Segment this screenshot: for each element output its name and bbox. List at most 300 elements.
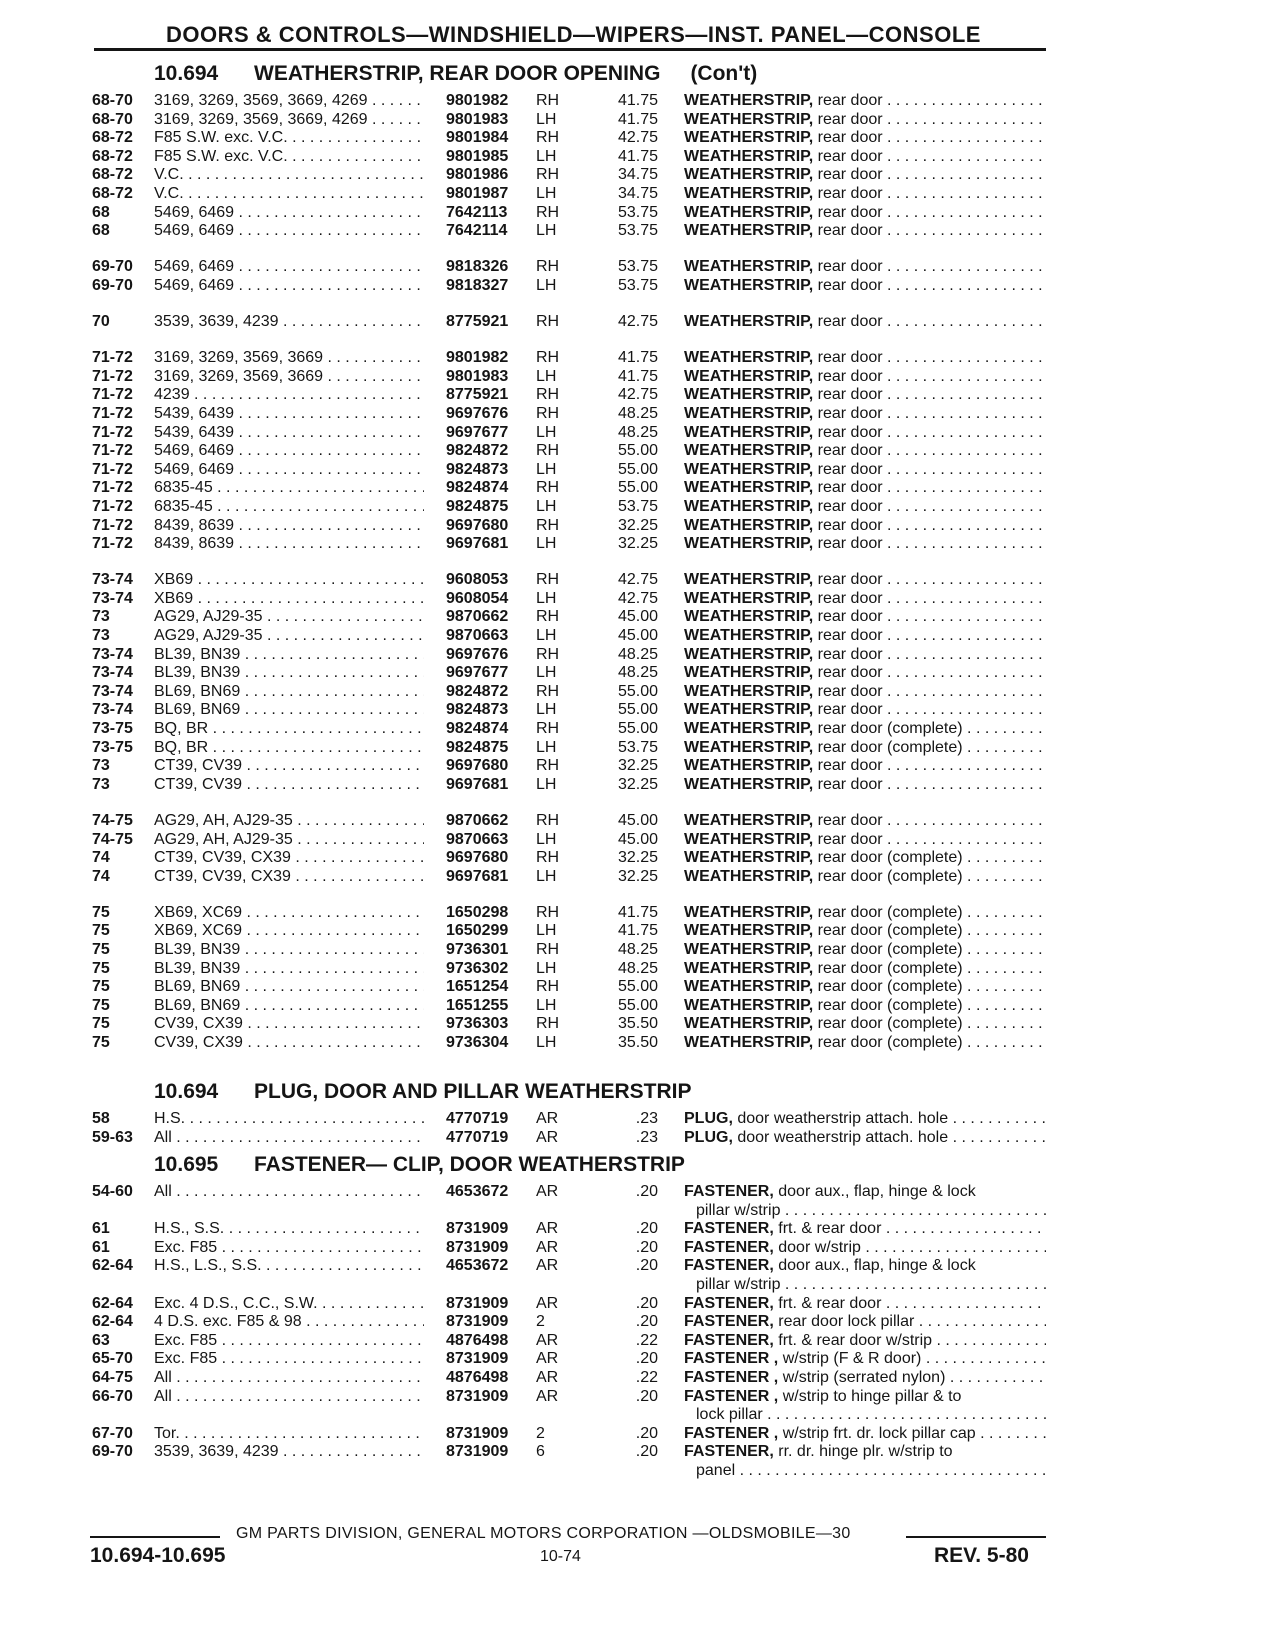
model-codes: All . . . (154, 1183, 424, 1200)
quantity: RH (536, 386, 560, 404)
model-codes: BQ, BR . . . (154, 739, 424, 756)
price: 32.25 (617, 535, 658, 553)
quantity: LH (536, 535, 557, 553)
model-year: 68 (92, 222, 110, 240)
price: 55.00 (617, 460, 658, 478)
model-codes: Exc. 4 D.S., C.C., S.W. . . . (154, 1295, 424, 1312)
description-cell (684, 940, 1046, 959)
part-number: 4876498 (446, 1331, 509, 1349)
model-year: 62-64 (92, 1294, 133, 1312)
price: 42.75 (617, 571, 658, 589)
model-codes: 3539, 3639, 4239 . . . (154, 1443, 424, 1460)
quantity: RH (536, 757, 560, 775)
part-number: 9697681 (446, 535, 509, 553)
description-cell (684, 497, 1046, 516)
price: 32.25 (617, 516, 658, 534)
part-number: 1650298 (446, 903, 509, 921)
part-number: 9818327 (446, 276, 509, 294)
part-name: WEATHERSTRIP, (684, 92, 814, 109)
model-codes: 5469, 6469 . . . (154, 222, 424, 239)
model-year: 75 (92, 959, 110, 977)
model-year: 73-74 (92, 645, 133, 663)
footer-section-range: 10.694-10.695 (90, 1544, 226, 1567)
price: .20 (635, 1350, 658, 1368)
part-description: w/strip (F & R door) . . . (783, 1350, 1046, 1367)
part-number: 7642114 (446, 222, 508, 240)
part-description: frt. & rear door w/strip . . . (778, 1332, 1046, 1349)
description-cell (684, 348, 1046, 367)
part-description: rear door (complete) . . . (818, 941, 1046, 958)
model-codes: H.S., S.S. . . . (154, 1220, 424, 1237)
part-name: WEATHERSTRIP, (684, 608, 814, 626)
model-cell (154, 570, 424, 589)
quantity: AR (536, 1128, 559, 1146)
description-cell (684, 165, 1046, 184)
part-name: WEATHERSTRIP, (684, 349, 814, 367)
model-codes: AG29, AH, AJ29-35 . . . (154, 831, 424, 848)
part-name: WEATHERSTRIP, (684, 959, 814, 977)
model-year: 71-72 (92, 479, 133, 497)
model-cell (154, 203, 424, 222)
model-year: 62-64 (92, 1257, 133, 1275)
model-year: 69-70 (92, 1443, 133, 1461)
part-number: 9697680 (446, 757, 509, 775)
quantity: AR (536, 1331, 559, 1349)
quantity: 6 (536, 1443, 545, 1461)
quantity: RH (536, 849, 560, 867)
part-number: 9608054 (446, 589, 509, 607)
price: 48.25 (617, 664, 658, 682)
description-continuation-cell (696, 1461, 1046, 1480)
model-cell (154, 903, 424, 922)
model-cell (154, 867, 424, 886)
part-number: 9697681 (446, 867, 509, 885)
model-cell (154, 921, 424, 940)
model-year: 68-72 (92, 166, 133, 184)
model-year: 73-74 (92, 701, 133, 719)
description-cell (684, 110, 1046, 129)
description-cell (684, 682, 1046, 701)
model-cell (154, 663, 424, 682)
part-name: FASTENER, (684, 1257, 774, 1275)
part-name: WEATHERSTRIP, (684, 516, 814, 534)
model-codes: V.C. . . . (154, 166, 424, 183)
model-year: 74 (92, 867, 110, 885)
model-cell (154, 756, 424, 775)
footer-rule-left (90, 1536, 220, 1538)
quantity: RH (536, 608, 560, 626)
section-title: WEATHERSTRIP, REAR DOOR OPENING (254, 62, 661, 85)
description-cell (684, 700, 1046, 719)
quantity: RH (536, 313, 560, 330)
part-name: WEATHERSTRIP, (684, 996, 814, 1014)
model-codes: 3169, 3269, 3569, 3669, 4269 . . . (154, 92, 424, 109)
part-number: 9824872 (446, 442, 509, 460)
part-description: rear door . . . (818, 258, 1046, 275)
description-cell (684, 203, 1046, 222)
price: 53.75 (617, 738, 658, 756)
part-description: w/strip (serrated nylon) . . . (783, 1369, 1046, 1386)
price: 55.00 (617, 996, 658, 1014)
part-name: WEATHERSTRIP, (684, 129, 814, 147)
description-cell (684, 848, 1046, 867)
description-cell (684, 1033, 1046, 1052)
part-number: 9736302 (446, 959, 509, 977)
description-cell (684, 385, 1046, 404)
model-cell (154, 385, 424, 404)
quantity: AR (536, 1294, 559, 1312)
description-cell (684, 257, 1046, 276)
model-year: 73-75 (92, 720, 133, 737)
part-number: 9736304 (446, 1034, 509, 1051)
model-codes: XB69, XC69 . . . (154, 904, 424, 921)
model-year: 59-63 (92, 1128, 133, 1146)
model-codes: CT39, CV39 . . . (154, 776, 424, 793)
part-description-continued: pillar w/strip . . . (696, 1276, 1046, 1293)
model-year: 71-72 (92, 349, 133, 367)
part-number: 9697681 (446, 775, 509, 793)
model-year: 73-74 (92, 589, 133, 607)
price: 34.75 (617, 166, 658, 184)
price: .20 (635, 1257, 658, 1275)
part-number: 8731909 (446, 1313, 509, 1331)
part-name: WEATHERSTRIP, (684, 386, 814, 404)
quantity: AR (536, 1350, 559, 1368)
description-cell (684, 1182, 1046, 1201)
model-year: 75 (92, 922, 110, 940)
model-year: 65-70 (92, 1350, 133, 1368)
price: 53.75 (617, 258, 658, 276)
model-codes: XB69, XC69 . . . (154, 922, 424, 939)
part-number: 9697677 (446, 664, 509, 682)
model-cell (154, 404, 424, 423)
description-cell (684, 221, 1046, 240)
model-cell (154, 276, 424, 295)
part-number: 9824874 (446, 479, 509, 497)
price: 34.75 (617, 185, 658, 202)
description-continuation-cell (696, 1275, 1046, 1294)
model-year: 70 (92, 313, 110, 330)
part-number: 7642113 (446, 203, 508, 221)
part-number: 4653672 (446, 1183, 509, 1200)
description-cell (684, 811, 1046, 830)
price: 35.50 (617, 1015, 658, 1033)
description-cell (684, 738, 1046, 757)
model-cell (154, 1238, 424, 1257)
quantity: LH (536, 460, 557, 478)
part-description: rear door (complete) . . . (818, 978, 1046, 995)
model-codes: 8439, 8639 . . . (154, 517, 424, 534)
quantity: AR (536, 1220, 559, 1238)
quantity: RH (536, 571, 560, 589)
model-cell (154, 940, 424, 959)
model-year: 73-75 (92, 738, 133, 756)
model-codes: H.S. . . . (154, 1110, 424, 1127)
model-cell (154, 589, 424, 608)
quantity: LH (536, 589, 557, 607)
quantity: RH (536, 1015, 560, 1033)
model-year: 71-72 (92, 535, 133, 553)
part-name: WEATHERSTRIP, (684, 757, 814, 775)
description-cell (684, 867, 1046, 886)
quantity: RH (536, 479, 560, 497)
quantity: 2 (536, 1313, 545, 1331)
description-cell (684, 626, 1046, 645)
model-cell (154, 348, 424, 367)
model-codes: 5439, 6439 . . . (154, 405, 424, 422)
model-year: 71-72 (92, 423, 133, 441)
model-codes: 3169, 3269, 3569, 3669 . . . (154, 349, 424, 366)
quantity: LH (536, 830, 557, 848)
quantity: RH (536, 516, 560, 534)
part-description: rear door . . . (818, 368, 1046, 385)
quantity: RH (536, 166, 560, 184)
model-cell (154, 1219, 424, 1238)
model-cell (154, 1033, 424, 1052)
model-year: 73-74 (92, 682, 133, 700)
quantity: LH (536, 222, 557, 240)
part-number: 1651254 (446, 978, 509, 996)
price: 55.00 (617, 479, 658, 497)
quantity: AR (536, 1257, 559, 1275)
description-cell (684, 147, 1046, 166)
model-year: 74-75 (92, 811, 133, 829)
footer-rule-right (906, 1536, 1046, 1538)
description-cell (684, 570, 1046, 589)
part-number: 9870663 (446, 627, 509, 644)
description-cell (684, 1368, 1046, 1387)
model-cell (154, 1014, 424, 1033)
model-cell (154, 91, 424, 110)
description-cell (684, 903, 1046, 922)
model-codes: 4239 . . . (154, 386, 424, 403)
price: 48.25 (617, 404, 658, 422)
model-year: 69-70 (92, 276, 133, 294)
model-codes: 6835-45 . . . (154, 498, 424, 515)
part-description: rear door . . . (818, 92, 1046, 109)
quantity: RH (536, 203, 560, 221)
part-number: 1651255 (446, 996, 509, 1014)
part-name: PLUG, (684, 1110, 733, 1127)
model-codes: 5469, 6469 . . . (154, 442, 424, 459)
part-description: frt. & rear door . . . (778, 1220, 1046, 1237)
model-year: 64-75 (92, 1369, 133, 1386)
part-number: 9818326 (446, 258, 509, 276)
description-cell (684, 1128, 1046, 1147)
part-description: rear door . . . (818, 442, 1046, 459)
quantity: LH (536, 959, 557, 977)
part-number: 9824875 (446, 497, 509, 515)
model-year: 58 (92, 1110, 110, 1127)
part-name: FASTENER, (684, 1443, 774, 1461)
part-description: rear door . . . (818, 535, 1046, 552)
description-cell (684, 1014, 1046, 1033)
price: 41.75 (617, 147, 658, 165)
part-number: 8731909 (446, 1220, 509, 1238)
price: .20 (635, 1443, 658, 1461)
model-year: 73-74 (92, 664, 133, 682)
part-name: FASTENER, (684, 1331, 774, 1349)
model-cell (154, 497, 424, 516)
model-year: 71-72 (92, 460, 133, 478)
description-cell (684, 1387, 1046, 1406)
part-name: WEATHERSTRIP, (684, 367, 814, 385)
description-cell (684, 460, 1046, 479)
part-name: WEATHERSTRIP, (684, 589, 814, 607)
model-cell (154, 1312, 424, 1331)
part-description: rear door . . . (818, 627, 1046, 644)
quantity: LH (536, 664, 557, 682)
part-description: w/strip to hinge pillar & to (782, 1387, 962, 1405)
part-description: rear door . . . (818, 608, 1046, 625)
footer-publisher: GM PARTS DIVISION, GENERAL MOTORS CORPORATION —OLDSMOBILE—30 (236, 1525, 851, 1542)
model-cell (154, 811, 424, 830)
part-number: 4770719 (446, 1110, 509, 1127)
part-name: WEATHERSTRIP, (684, 497, 814, 515)
part-description: rear door (complete) . . . (818, 1034, 1046, 1051)
part-number: 9824872 (446, 682, 509, 700)
price: .20 (635, 1424, 658, 1442)
model-cell (154, 775, 424, 794)
model-codes: Tor. . . . (154, 1425, 424, 1442)
price: .22 (635, 1331, 658, 1349)
price: 55.00 (617, 720, 658, 737)
quantity: LH (536, 276, 557, 294)
quantity: RH (536, 404, 560, 422)
model-cell (154, 147, 424, 166)
part-description: rear door . . . (818, 571, 1046, 588)
part-name: PLUG, (684, 1128, 733, 1146)
description-cell (684, 1256, 1046, 1275)
price: .20 (635, 1220, 658, 1238)
part-name: WEATHERSTRIP, (684, 849, 814, 867)
part-name: WEATHERSTRIP, (684, 701, 814, 719)
part-description-continued: panel . . . (696, 1462, 1046, 1479)
part-description: door weatherstrip attach. hole . . . (737, 1129, 1046, 1146)
description-cell (684, 1219, 1046, 1238)
description-cell (684, 184, 1046, 203)
part-number: 8731909 (446, 1238, 509, 1256)
model-year: 68-70 (92, 110, 133, 128)
model-year: 61 (92, 1238, 110, 1256)
part-number: 9697676 (446, 404, 509, 422)
part-number: 9697680 (446, 849, 509, 867)
model-year: 71-72 (92, 404, 133, 422)
model-codes: V.C. . . . (154, 185, 424, 202)
part-number: 9870662 (446, 608, 509, 626)
model-codes: 6835-45 . . . (154, 479, 424, 496)
quantity: RH (536, 811, 560, 829)
part-description: rear door . . . (818, 313, 1046, 330)
model-codes: 3169, 3269, 3569, 3669 . . . (154, 368, 424, 385)
description-cell (684, 367, 1046, 386)
price: 32.25 (617, 757, 658, 775)
price: 42.75 (617, 386, 658, 404)
price: 32.25 (617, 849, 658, 867)
model-codes: BL69, BN69 . . . (154, 683, 424, 700)
model-year: 73 (92, 608, 110, 626)
part-description: door w/strip . . . (778, 1239, 1046, 1256)
model-year: 75 (92, 1015, 110, 1033)
part-number: 9870662 (446, 811, 509, 829)
part-description: rear door . . . (818, 590, 1046, 607)
part-description: rear door . . . (818, 111, 1046, 128)
part-name: WEATHERSTRIP, (684, 941, 814, 958)
part-description: rear door (complete) . . . (818, 997, 1046, 1014)
model-cell (154, 1128, 424, 1147)
quantity: RH (536, 903, 560, 921)
model-year: 73 (92, 627, 110, 644)
part-name: WEATHERSTRIP, (684, 404, 814, 422)
part-description: rear door . . . (818, 222, 1046, 239)
price: 55.00 (617, 978, 658, 996)
part-description-continued: lock pillar . . . (696, 1406, 1046, 1423)
part-description: rear door . . . (818, 664, 1046, 681)
description-cell (684, 921, 1046, 940)
price: .22 (635, 1369, 658, 1386)
part-name: WEATHERSTRIP, (684, 627, 814, 644)
section-title: PLUG, DOOR AND PILLAR WEATHERSTRIP (254, 1080, 692, 1103)
part-name: FASTENER, (684, 1313, 774, 1331)
model-codes: BL39, BN39 . . . (154, 960, 424, 977)
part-description: rear door (complete) . . . (818, 849, 1046, 866)
description-cell (684, 1312, 1046, 1331)
quantity: AR (536, 1238, 559, 1256)
part-name: WEATHERSTRIP, (684, 110, 814, 128)
part-number: 9801983 (446, 110, 509, 128)
model-cell (154, 423, 424, 442)
part-number: 8731909 (446, 1350, 509, 1368)
quantity: LH (536, 367, 557, 385)
part-name: WEATHERSTRIP, (684, 535, 814, 553)
price: 41.75 (617, 922, 658, 940)
price: 48.25 (617, 959, 658, 977)
model-cell (154, 128, 424, 147)
part-number: 9801982 (446, 349, 509, 367)
model-codes: 5469, 6469 . . . (154, 258, 424, 275)
model-cell (154, 996, 424, 1015)
description-cell (684, 830, 1046, 849)
model-year: 61 (92, 1220, 110, 1238)
part-number: 9801984 (446, 129, 509, 147)
quantity: RH (536, 720, 560, 737)
part-number: 9801985 (446, 147, 509, 165)
quantity: AR (536, 1110, 559, 1127)
part-description: rear door . . . (818, 277, 1046, 294)
price: 53.75 (617, 276, 658, 294)
quantity: LH (536, 185, 557, 202)
model-year: 67-70 (92, 1424, 133, 1442)
model-year: 73 (92, 775, 110, 793)
model-year: 75 (92, 996, 110, 1014)
quantity: LH (536, 423, 557, 441)
part-number: 8731909 (446, 1424, 509, 1442)
model-cell (154, 738, 424, 757)
part-name: WEATHERSTRIP, (684, 867, 814, 885)
model-year: 68-70 (92, 92, 133, 109)
part-description: rear door (complete) . . . (818, 922, 1046, 939)
part-number: 9608053 (446, 571, 509, 589)
part-number: 9824873 (446, 701, 509, 719)
description-cell (684, 1109, 1046, 1128)
part-number: 4770719 (446, 1128, 509, 1146)
model-codes: F85 S.W. exc. V.C. . . . (154, 148, 424, 165)
price: 32.25 (617, 867, 658, 885)
model-codes: 8439, 8639 . . . (154, 535, 424, 552)
part-description: rear door . . . (818, 204, 1046, 221)
part-name: WEATHERSTRIP, (684, 830, 814, 848)
model-year: 71-72 (92, 442, 133, 460)
